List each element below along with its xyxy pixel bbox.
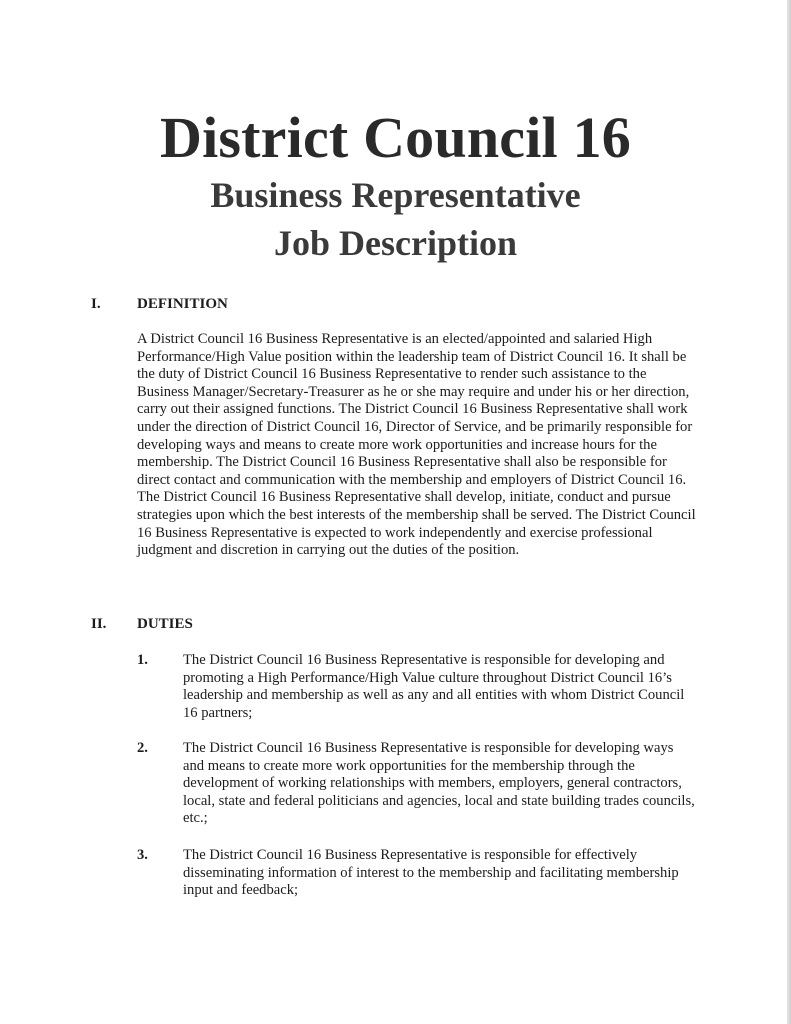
section-number-duties: II. bbox=[91, 616, 107, 632]
definition-paragraph: A District Council 16 Business Representative is an elected/appointed and salaried High Performance/High Value position within the leadership team of District Council 16. It shall be the duty of District Council 16 Business Representative to render such assistance to the Business Manager/Secretary-Treasurer as he or she may require and under his or her direction, carry out their assigned functions. The District Council 16 Business Representative shall work under the direction of District Council 16, Director of Service, and be primarily responsible for developing ways and means to create more work opportunities and increase hours for the membership. The District Council 16 Business Representative shall also be responsible for direct contact and communication with the membership and employers of District Council 16. The District Council 16 Business Representative shall develop, initiate, conduct and pursue strategies upon which the best interests of the membership shall be served. The District Council 16 Business Representative is expected to work independently and exercise professional judgment and discretion in carrying out the duties of the position. bbox=[137, 331, 696, 559]
document-subtitle-line2: Job Description bbox=[274, 223, 517, 263]
duty-text: The District Council 16 Business Representative is responsible for developing ways and means to create more work opportunities for the membership through the development of working relationships with members, employers, general contractors, local, state and federal politicians and agencies, local and state building trades councils, etc.; bbox=[183, 740, 695, 827]
duty-number: 1. bbox=[137, 652, 148, 668]
section-number-definition: I. bbox=[91, 296, 101, 312]
duty-number: 2. bbox=[137, 740, 148, 756]
section-title-duties: DUTIES bbox=[137, 616, 193, 632]
document-title: District Council 16 bbox=[160, 105, 631, 170]
document-subtitle-line1: Business Representative bbox=[210, 175, 581, 215]
duty-text: The District Council 16 Business Representative is responsible for developing and promoting a High Performance/High Value culture throughout District Council 16’s leadership and membership as well as any and all entities with whom District Council 16 partners; bbox=[183, 652, 685, 721]
section-title-definition: DEFINITION bbox=[137, 296, 228, 312]
duty-number: 3. bbox=[137, 847, 148, 863]
duty-text: The District Council 16 Business Representative is responsible for effectively disseminating information of interest to the membership and facilitating membership input and feedback; bbox=[183, 847, 679, 899]
